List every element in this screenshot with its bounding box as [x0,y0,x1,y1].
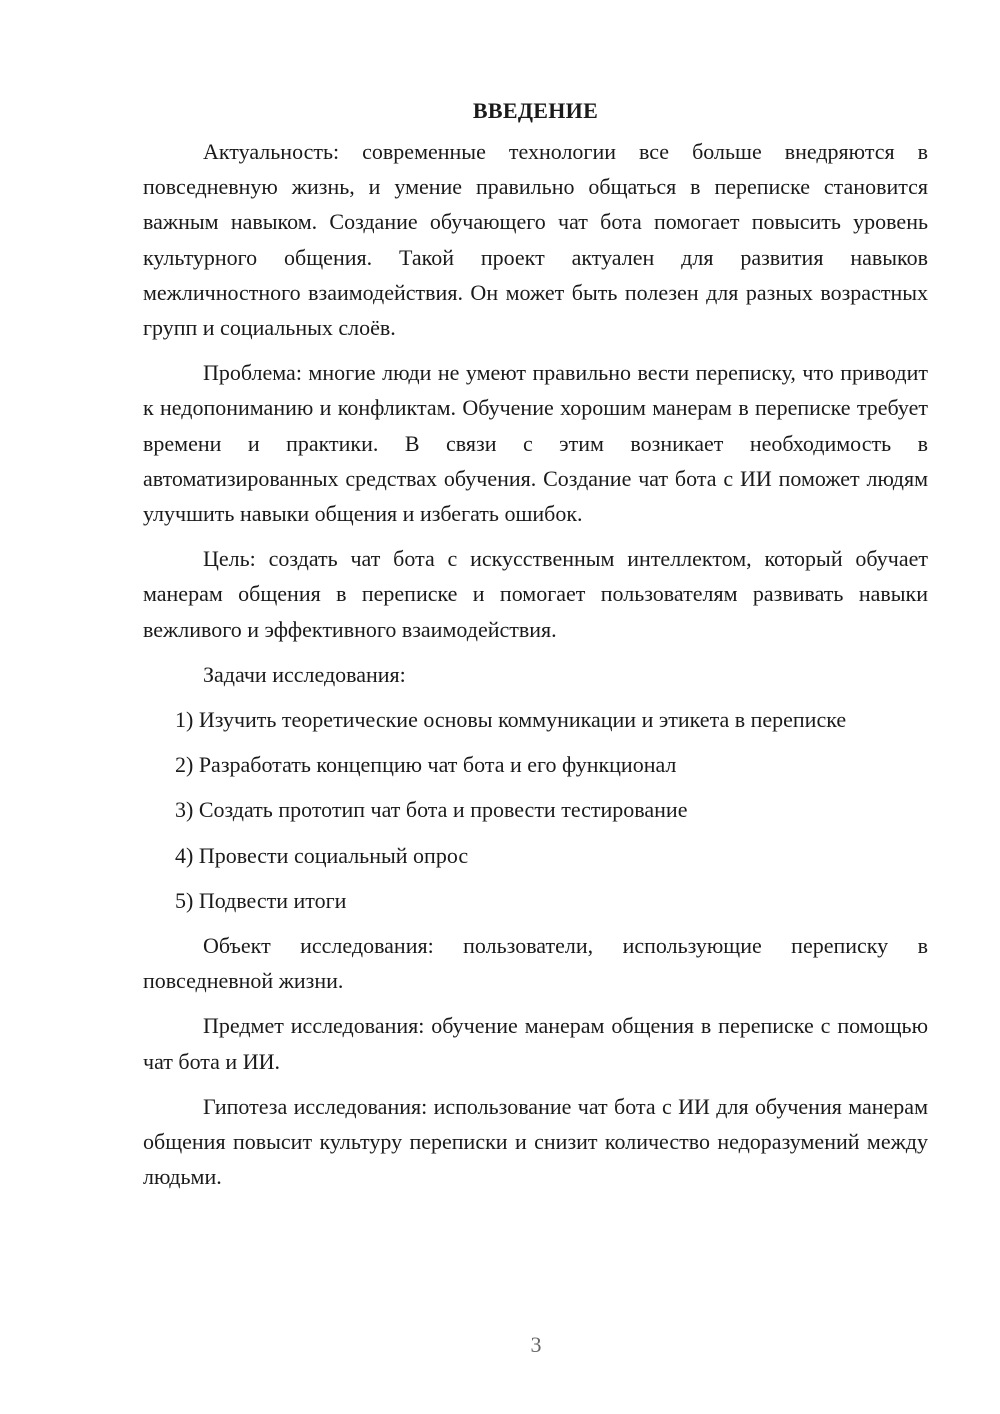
tasks-heading: Задачи исследования: [203,661,406,687]
page-content [143,93,928,1194]
task-item: 3) Создать прототип чат бота и провести тестирование [175,797,688,823]
task-item: 2) Разработать концепцию чат бота и его функционал [175,752,677,778]
page-number: 3 [530,1332,542,1357]
goal-paragraph: Цель: создать чат бота с искусственным интеллектом, который обучает манерам общения в переписке и помогает пользователям развивать навыки вежливого и эффективного взаимодействия. [143,546,928,642]
task-item: 1) Изучить теоретические основы коммуникации и этикета в переписке [175,707,847,733]
object-paragraph: Объект исследования: пользователи, использующие переписку в повседневной жизни. [143,933,928,994]
problem-paragraph: Проблема: многие люди не умеют правильно вести переписку, что приводит к недопониманию и конфликтам. Обучение хорошим манерам в переписке требует времени и практики. В связи с этим возникает необходимость в автоматизированных средствах обучения. Создание чат бота с ИИ поможет людям улучшить навыки общения и избегать ошибок. [143,360,928,527]
tasks-list [143,702,928,918]
section-title: ВВЕДЕНИЕ [472,98,599,123]
task-item: 5) Подвести итоги [175,887,347,913]
relevance-paragraph: Актуальность: современные технологии все больше внедряются в повседневную жизнь, и умение правильно общаться в переписке становится важным навыком. Создание обучающего чат бота помогает повысить уровень культурного общения. Такой проект актуален для развития навыков межличностного взаимодействия. Он может быть полезен для разных возрастных групп и социальных слоёв. [143,139,928,341]
task-item: 4) Провести социальный опрос [175,842,469,868]
subject-paragraph: Предмет исследования: обучение манерам общения в переписке с помощью чат бота и ИИ. [143,1013,928,1074]
hypothesis-paragraph: Гипотеза исследования: использование чат бота с ИИ для обучения манерам общения повысит культуру переписки и снизит количество недоразумений между людьми. [143,1093,928,1190]
